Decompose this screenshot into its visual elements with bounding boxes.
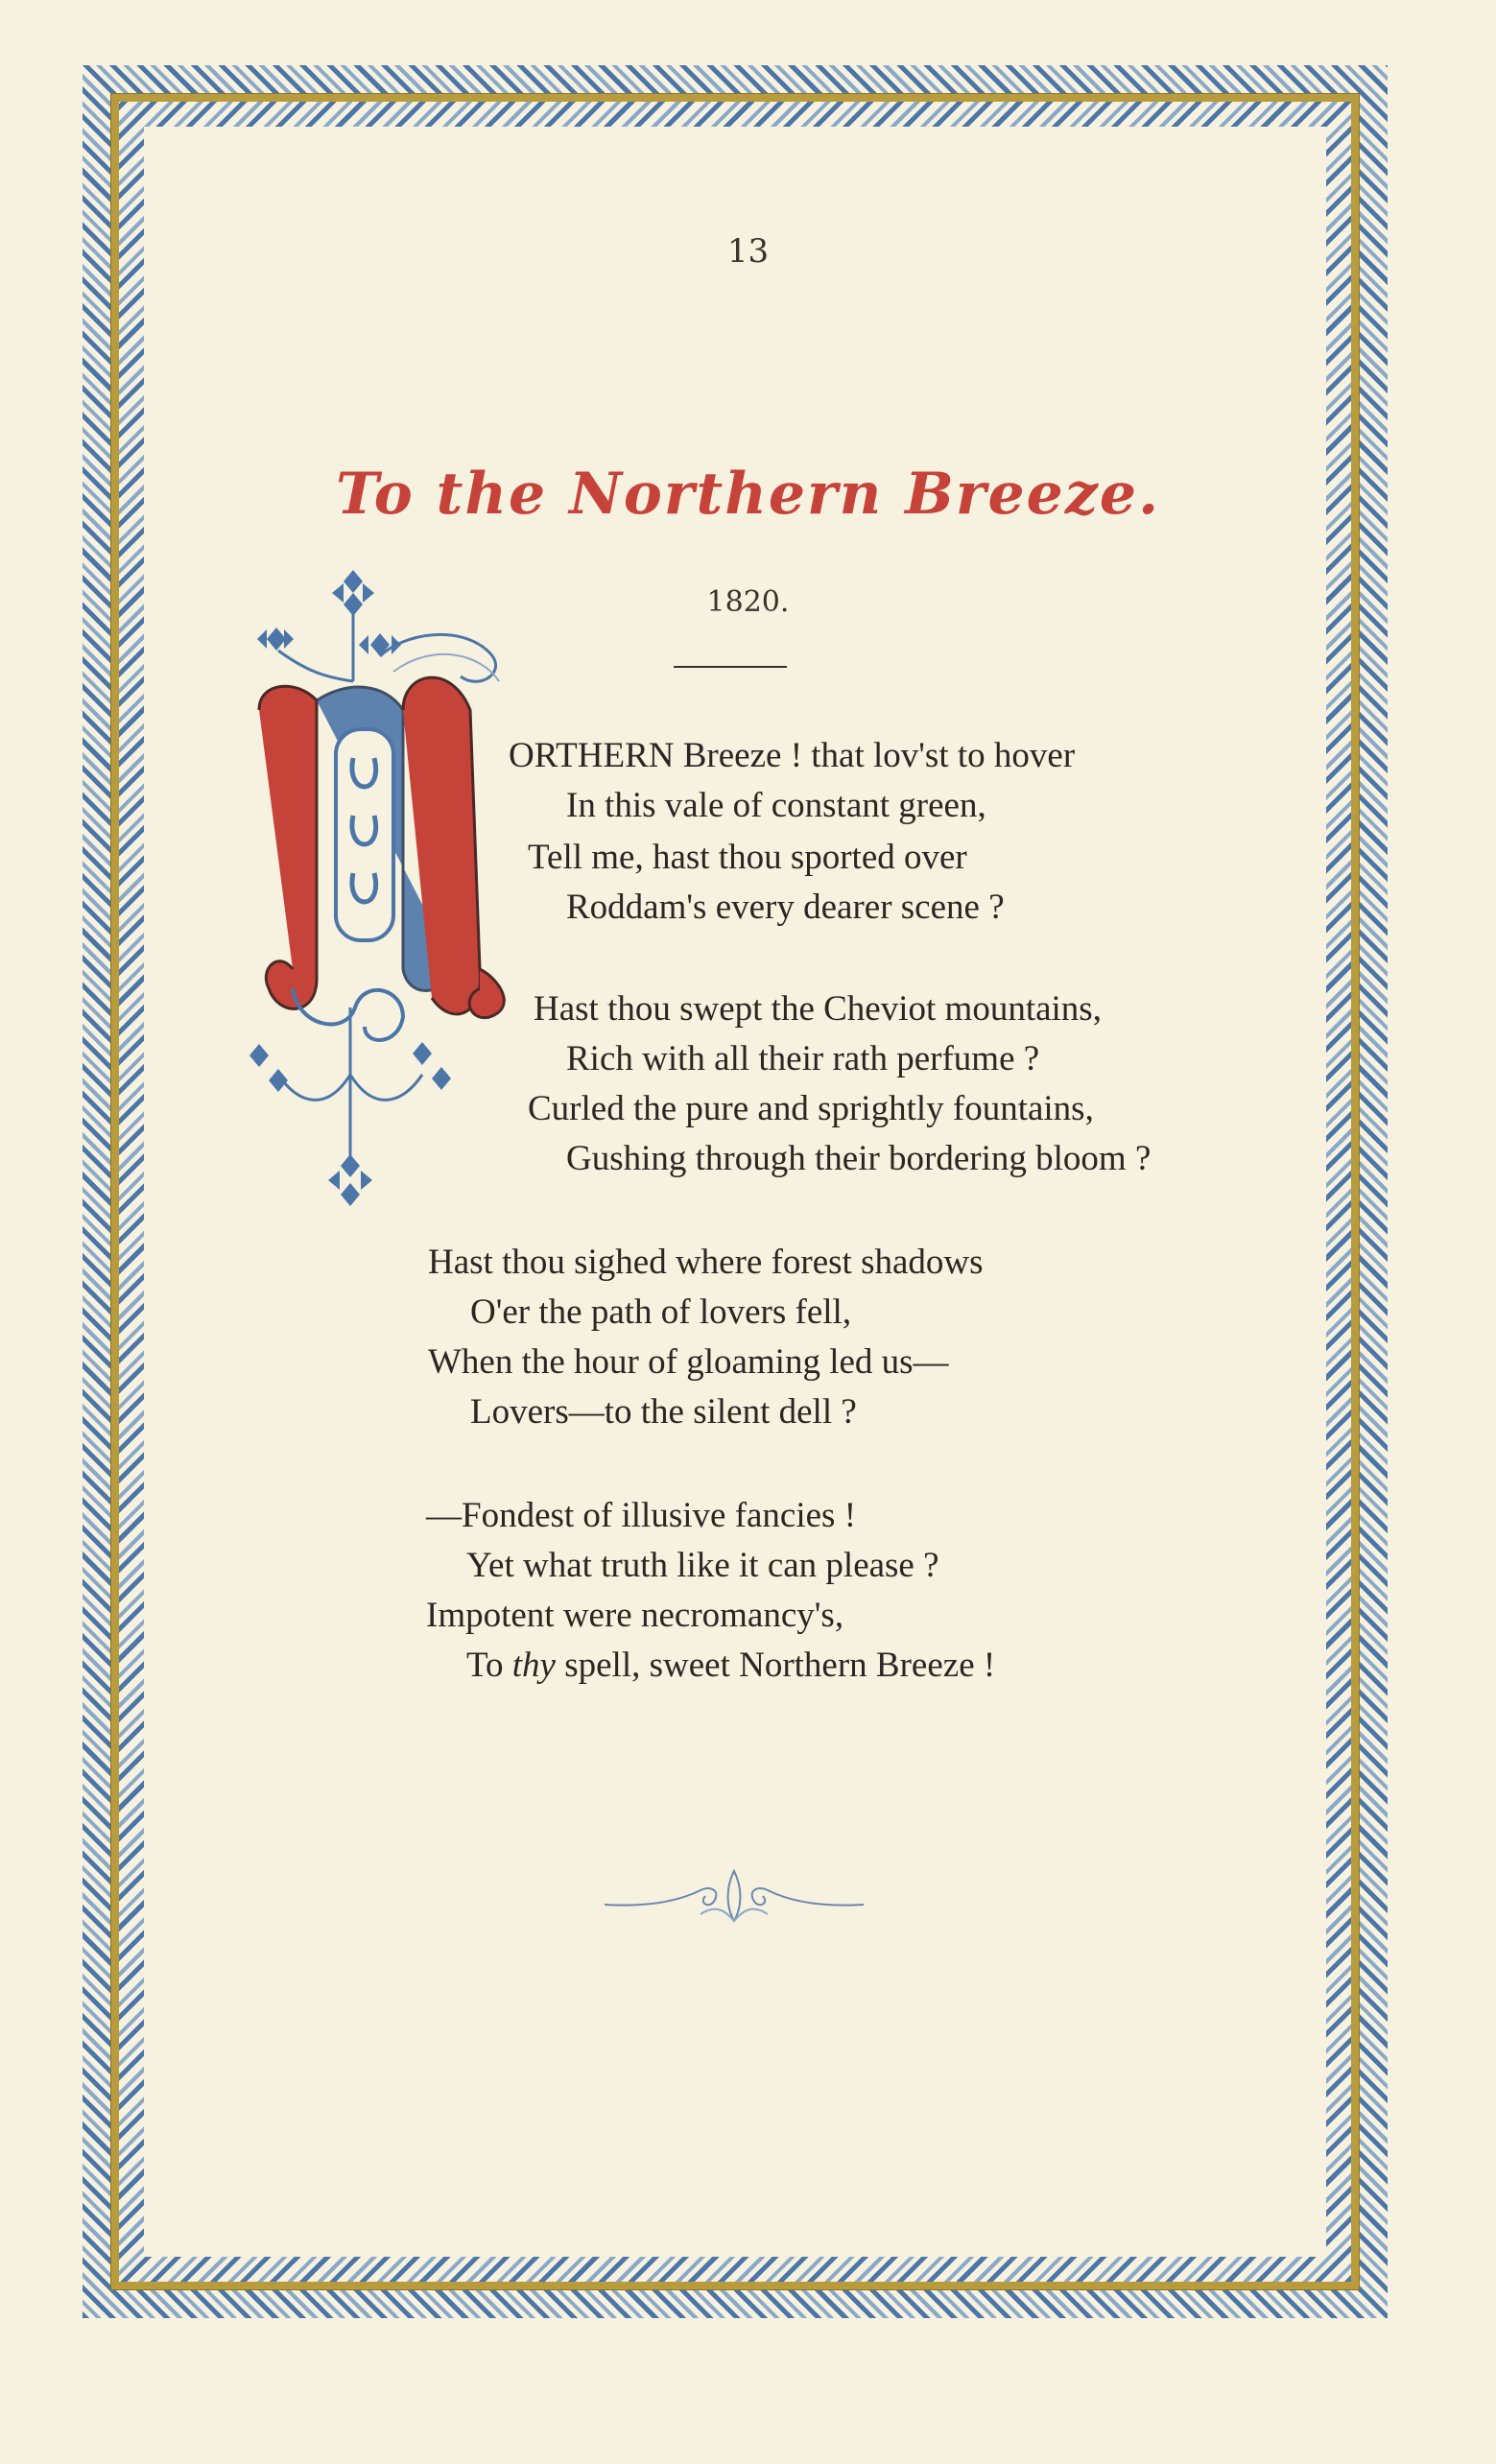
stanza-1-line-2: In this vale of constant green, xyxy=(566,786,986,825)
stanza-3-line-4: Lovers—to the silent dell ? xyxy=(470,1392,857,1432)
stanza-1-line-1: ORTHERN Breeze ! that lov'st to hover xyxy=(509,736,1076,775)
stanza-4-line-1: —Fondest of illusive fancies ! xyxy=(426,1496,857,1535)
stanza-2-line-1: Hast thou swept the Cheviot mountains, xyxy=(534,989,1102,1029)
page-number: 13 xyxy=(726,232,770,271)
stanza-1-line-4: Roddam's every dearer scene ? xyxy=(566,888,1005,927)
last-line-after: spell, sweet Northern Breeze ! xyxy=(555,1646,996,1685)
title-rule xyxy=(674,666,787,668)
stanza-3-line-2: O'er the path of lovers fell, xyxy=(470,1292,852,1332)
poem-year: 1820. xyxy=(706,585,790,619)
last-line-emphasis: thy xyxy=(511,1646,556,1685)
stanza-2-line-2: Rich with all their rath perfume ? xyxy=(566,1039,1040,1078)
last-line-before: To xyxy=(466,1646,512,1685)
stanza-4-line-3: Impotent were necromancy's, xyxy=(426,1596,844,1635)
stanza-1-line-3: Tell me, hast thou sported over xyxy=(528,838,967,877)
tailpiece-ornament-icon xyxy=(595,1861,873,1929)
flourish-cross-top-icon xyxy=(257,570,401,656)
stanza-3-line-3: When the hour of gloaming led us— xyxy=(428,1342,949,1382)
stanza-3-line-1: Hast thou sighed where forest shadows xyxy=(428,1243,984,1282)
stanza-4-line-4 xyxy=(466,1645,995,1686)
illuminated-initial-icon xyxy=(240,566,605,1238)
stanza-2-line-3: Curled the pure and sprightly fountains, xyxy=(528,1089,1094,1128)
stanza-4-line-2: Yet what truth like it can please ? xyxy=(466,1546,939,1585)
poem-title: To the Northern Breeze. xyxy=(336,461,1160,528)
stanza-2-line-4: Gushing through their bordering bloom ? xyxy=(566,1139,1152,1178)
